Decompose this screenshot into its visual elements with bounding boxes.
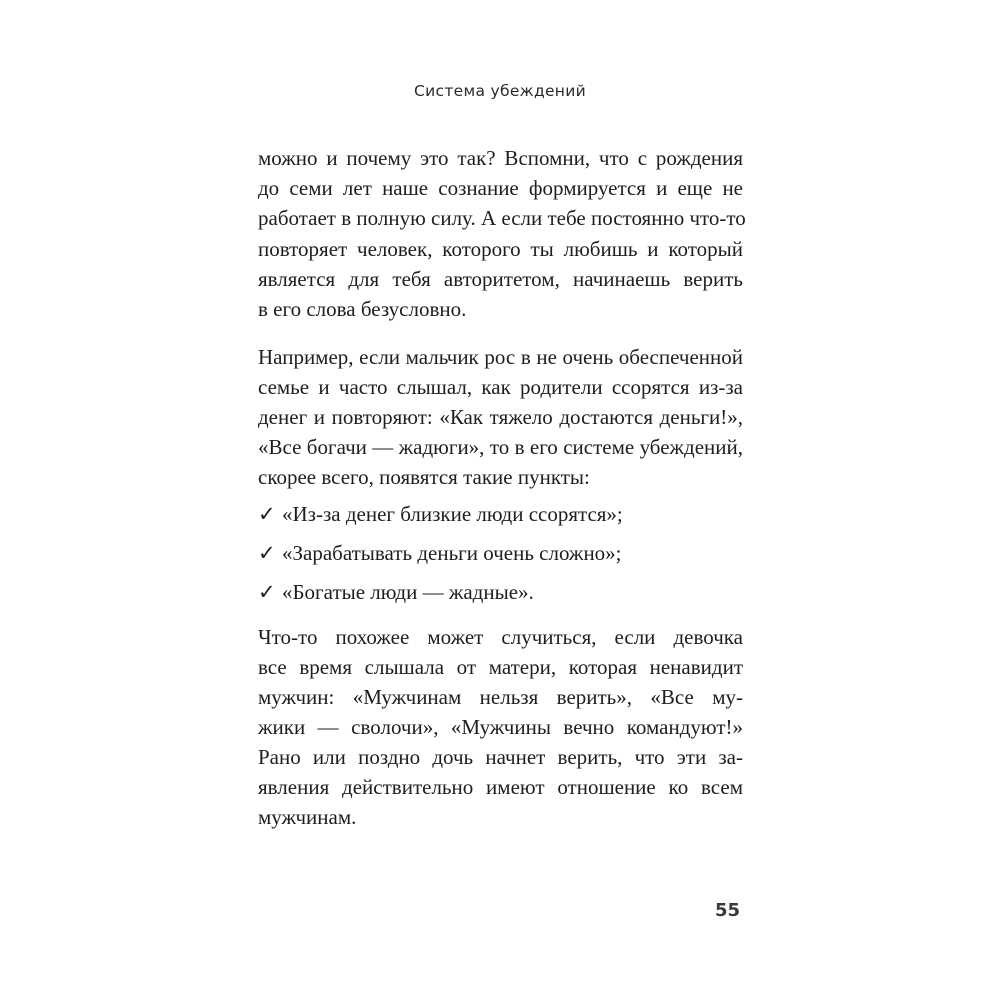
paragraph-2-line: «Все богачи — жадюги», то в его системе убеждений, [258, 435, 743, 459]
checkmark-icon: ✓ [258, 541, 276, 565]
checkmark-icon: ✓ [258, 502, 276, 526]
running-head: Система убеждений [414, 82, 586, 100]
checklist-item-text: «Зарабатывать деньги очень сложно»; [282, 541, 622, 565]
paragraph-3-line: все время слышала от матери, которая ненавидит [258, 655, 743, 679]
paragraph-2-line: Например, если мальчик рос в не очень обеспеченной [258, 345, 743, 369]
paragraph-2-line: денег и повторяют: «Как тяжело достаются деньги!», [258, 405, 743, 429]
checklist-item [258, 499, 743, 529]
checklist-item-text: «Из-за денег близкие люди ссорятся»; [282, 502, 623, 526]
paragraph-3-line: явления действительно имеют отношение ко всем [258, 775, 743, 799]
page-number: 55 [714, 900, 740, 921]
paragraph-1-line: работает в полную силу. А если тебе постоянно что-то [258, 206, 746, 230]
checklist-item [258, 577, 743, 607]
paragraph-1-line: является для тебя авторитетом, начинаешь верить [258, 267, 743, 291]
paragraph-3-line: Что-то похожее может случиться, если девочка [258, 625, 743, 649]
checklist-item-text: «Богатые люди — жадные». [282, 580, 534, 604]
paragraph-3-line: Рано или поздно дочь начнет верить, что эти за- [258, 745, 743, 769]
paragraph-2-line: семье и часто слышал, как родители ссорятся из-за [258, 375, 743, 399]
checklist-item [258, 538, 743, 568]
paragraph-3-line: мужчин: «Мужчинам нельзя верить», «Все му- [258, 685, 743, 709]
paragraph-2-line: скорее всего, появятся такие пункты: [258, 465, 590, 489]
paragraph-1-line: повторяет человек, которого ты любишь и который [258, 237, 743, 261]
paragraph-3-line: мужчинам. [258, 805, 357, 829]
paragraph-3-line: жики — сволочи», «Мужчины вечно командуют!» [258, 715, 743, 739]
paragraph-1-line: в его слова безусловно. [258, 297, 467, 321]
paragraph-1-line: можно и почему это так? Вспомни, что с рождения [258, 146, 743, 170]
paragraph-1-line: до семи лет наше сознание формируется и еще не [258, 176, 743, 200]
checkmark-icon: ✓ [258, 580, 276, 604]
